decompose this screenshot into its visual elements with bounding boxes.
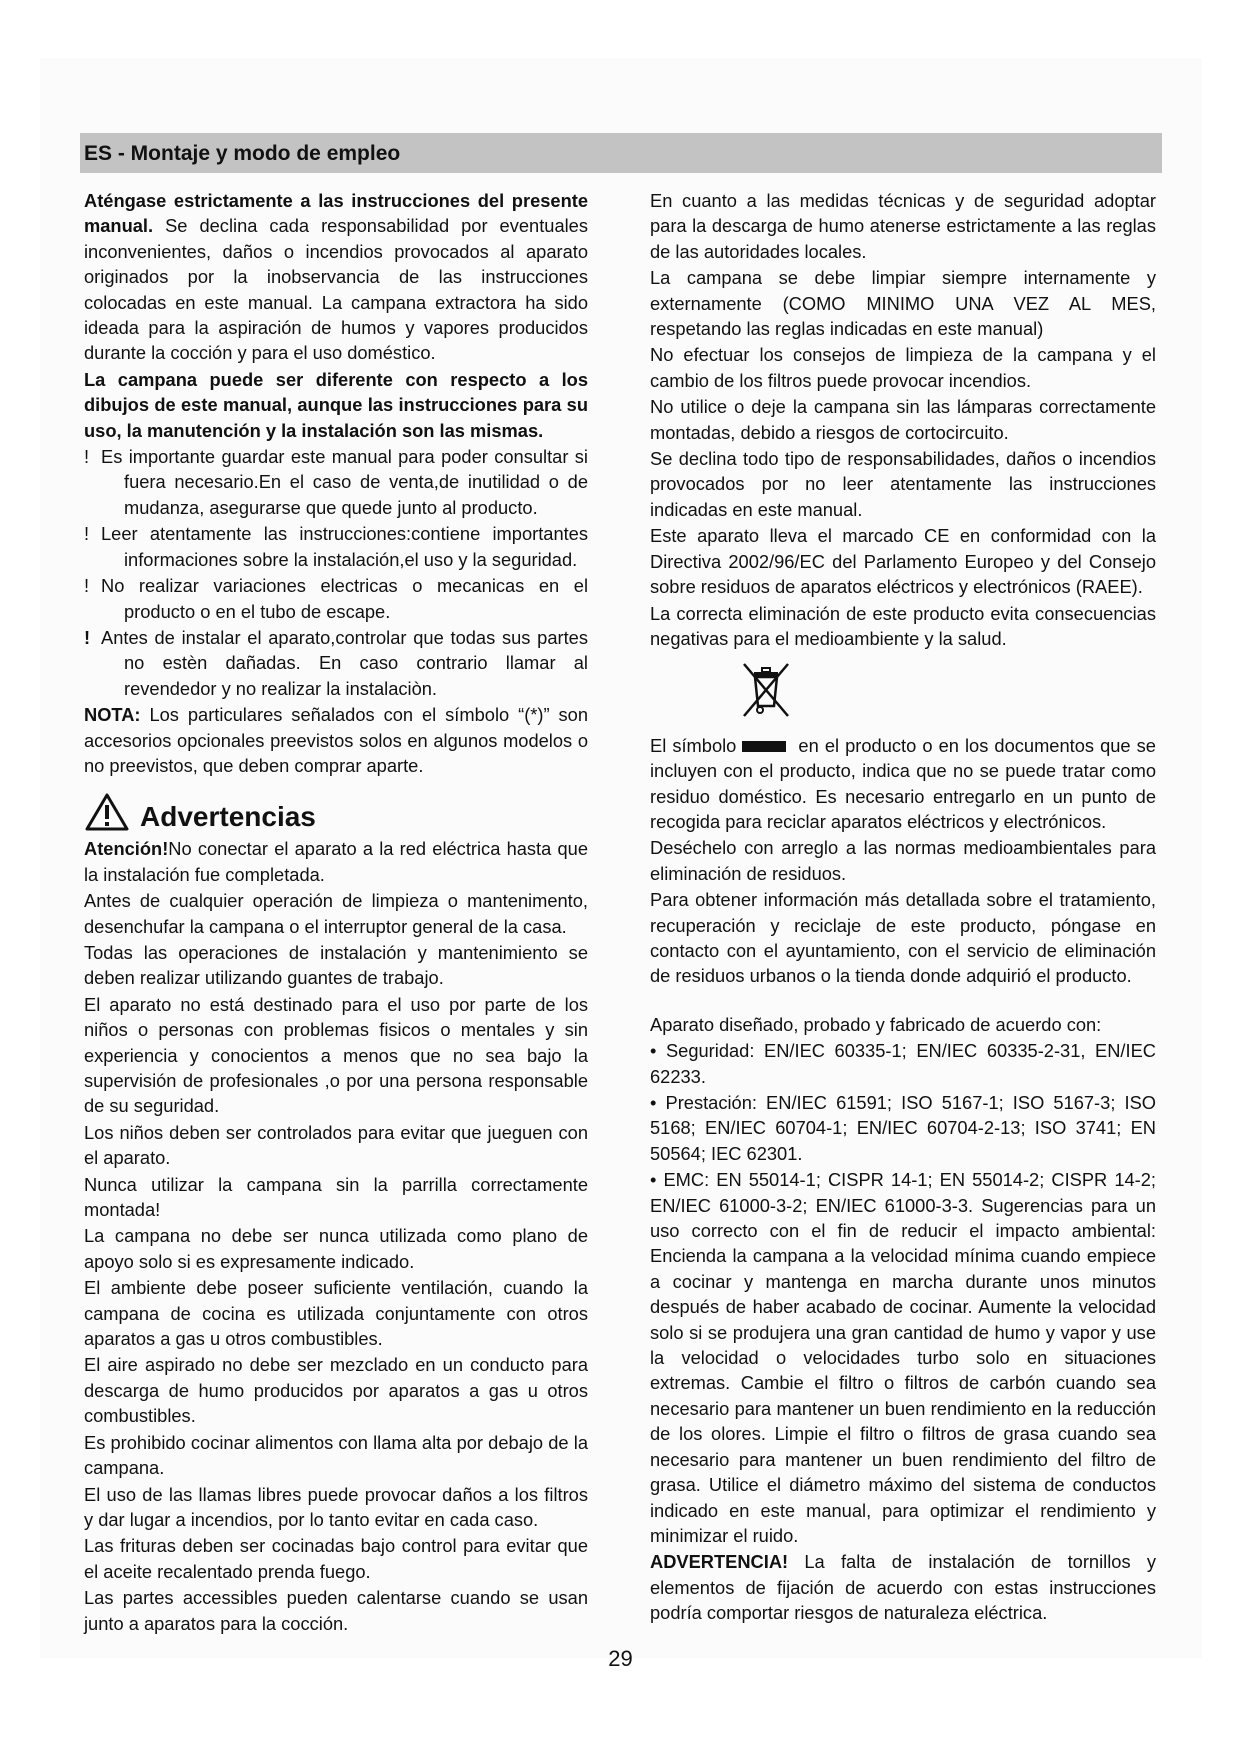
symbol-prefix: El símbolo bbox=[650, 734, 737, 756]
warning-paragraph: Las partes accessibles pueden calentarse cuando se usan junto a aparatos para la cocción. bbox=[84, 1587, 588, 1634]
warning-paragraph: Todas las operaciones de instalación y mantenimiento se deben realizar utilizando guantes de trabajo. bbox=[84, 941, 588, 989]
standards-item: • Seguridad: EN/IEC 60335-1; EN/IEC 60335-2-31, EN/IEC 62233. bbox=[650, 1040, 1156, 1087]
exclamation-mark: ! bbox=[84, 523, 90, 545]
advertencia-text: La falta de instalación de tornillos y elementos de fijación de acuerdo con estas instrucciones podría comportar riesgos de naturaleza eléctrica. bbox=[650, 1551, 1156, 1624]
caution-text: Antes de instalar el aparato,controlar que todas sus partes no estèn dañadas. En caso contrario llamar al revendedor y no realizar la instalaciòn. bbox=[101, 626, 588, 699]
weee-crossed-bin-icon bbox=[740, 660, 792, 720]
symbol-paragraph bbox=[650, 733, 1156, 835]
nota-text: Los particulares señalados con el símbolo “(*)” son accesorios opcionales preevistos solos en algunos modelos o no preevistos, que deben comprar aparte. bbox=[84, 704, 588, 776]
spacer bbox=[650, 990, 1156, 1012]
caution-text: Es importante guardar este manual para poder consultar si fuera necesario.En el caso de venta,de inutilidad o de mudanza, asegurarse que quede junto al producto. bbox=[101, 446, 588, 518]
info-paragraph: Para obtener información más detallada sobre el tratamiento, recuperación y reciclaje de este producto, póngase en contacto con el ayuntamiento, con el servicio de eliminación de residuos urbanos o la tienda donde adquirió el producto. bbox=[650, 889, 1156, 987]
info-paragraph: No utilice o deje la campana sin las lámparas correctamente montadas, debido a riesgos de cortocircuito. bbox=[650, 396, 1156, 443]
caution-text: No realizar variaciones electricas o mecanicas en el producto o en el tubo de escape. bbox=[101, 575, 588, 622]
info-paragraph: Deséchelo con arreglo a las normas medioambientales para eliminación de residuos. bbox=[650, 837, 1156, 884]
page-number: 29 bbox=[608, 1646, 633, 1671]
warning-paragraph: Las frituras deben ser cocinadas bajo control para evitar que el aceite recalentado prenda fuego. bbox=[84, 1535, 588, 1582]
warning-triangle-icon bbox=[84, 792, 130, 832]
exclamation-mark: ! bbox=[84, 575, 90, 597]
intro-paragraph bbox=[84, 188, 588, 366]
section-title: ES - Montaje y modo de empleo bbox=[84, 142, 401, 165]
warning-paragraph: El uso de las llamas libres puede provocar daños a los filtros y dar lugar a incendios, por lo tanto evitar en cada caso. bbox=[84, 1483, 588, 1530]
warning-paragraph: El aire aspirado no debe ser mezclado en un conducto para descarga de humo producidos por aparatos a gas u otros combustibles. bbox=[84, 1354, 588, 1427]
info-paragraph: Se declina todo tipo de responsabilidades, daños o incendios provocados por no leer atentamente las instrucciones indicadas en este manual. bbox=[650, 448, 1156, 520]
warning-paragraph: Antes de cualquier operación de limpieza o mantenimento, desenchufar la campana o el interruptor general de la casa. bbox=[84, 890, 588, 937]
warnings-title: Advertencias bbox=[140, 801, 316, 833]
advertencia-label: ADVERTENCIA! bbox=[650, 1551, 789, 1573]
warning-paragraph: Nunca utilizar la campana sin la parrilla correctamente montada! bbox=[84, 1173, 588, 1221]
section-header bbox=[80, 133, 1162, 173]
warning-paragraph: El aparato no está destinado para el uso por parte de los niños o personas con problemas fisicos o mentales y sin experiencia y conocientos a menos que no sea bajo la supervisión de profesionales ,o por una persona responsable de su seguridad. bbox=[84, 993, 588, 1117]
warning-paragraph: Es prohibido cocinar alimentos con llama alta por debajo de la campana. bbox=[84, 1431, 588, 1479]
info-paragraph: La campana se debe limpiar siempre internamente y externamente (COMO MINIMO UNA VEZ AL MES, respetando las reglas indicadas en este manual) bbox=[650, 267, 1156, 340]
standards-item: • EMC: EN 55014-1; CISPR 14-1; EN 55014-2; CISPR 14-2; EN/IEC 61000-3-2; EN/IEC 61000-3-3. Sugerencias para un uso correcto con el fin de reducir el impacto ambiental: Encienda la campana a la velocidad mínima cuando empiece a cocinar y mantenga en marcha durante unos minutos después de haber acabado de cocinar. Aumente la velocidad solo si se produjera una gran cantidad de humo y vapor y use la velocidad o velocidades turbo solo en situaciones extremas. Cambie el filtro o filtros de carbón cuando sea necesario para mantener un buen rendimiento en la reducción de los olores. Limpie el filtro o filtros de grasa cuando sea necesario para mantener un buen rendimiento del filtro de grasa. Utilice el diámetro máximo del sistema de conductos indicado en este manual, para optimizar el rendimiento y minimizar el ruido. bbox=[650, 1169, 1156, 1546]
info-paragraph: No efectuar los consejos de limpieza de la campana y el cambio de los filtros puede provocar incendios. bbox=[650, 344, 1156, 391]
info-paragraph: La correcta eliminación de este producto evita consecuencias negativas para el medioambiente y la salud. bbox=[650, 602, 1156, 649]
left-column bbox=[84, 188, 588, 1637]
intro-bold: Aténgase estrictamente a las instrucciones del presente manual. bbox=[84, 190, 588, 237]
designed-intro: Aparato diseñado, probado y fabricado de acuerdo con: bbox=[650, 1013, 1102, 1035]
exclamation-mark: ! bbox=[84, 446, 90, 468]
exclamation-mark: ! bbox=[84, 626, 91, 648]
warning-paragraph: Los niños deben ser controlados para evitar que jueguen con el aparato. bbox=[84, 1121, 588, 1169]
caution-item bbox=[84, 625, 588, 701]
standards-item: • Prestación: EN/IEC 61591; ISO 5167-1; ISO 5167-3; ISO 5168; EN/IEC 60704-1; EN/IEC 60704-2-13; ISO 3741; EN 50564; IEC 62301. bbox=[650, 1092, 1156, 1164]
info-paragraph: En cuanto a las medidas técnicas y de seguridad adoptar para la descarga de humo atenerse estrictamente a las reglas de las autoridades locales. bbox=[650, 190, 1156, 262]
atencion-text: No conectar el aparato a la red eléctrica hasta que la instalación fue completada. bbox=[84, 838, 588, 885]
caution-item bbox=[84, 444, 588, 520]
notice-paragraph: La campana puede ser diferente con respecto a los dibujos de este manual, aunque las instrucciones para su uso, la manutención y la instalación son las mismas. bbox=[84, 368, 588, 441]
right-column bbox=[650, 188, 1156, 1627]
warning-paragraph: La campana no debe ser nunca utilizada como plano de apoyo solo si es expresamente indicado. bbox=[84, 1225, 588, 1272]
atencion-paragraph bbox=[84, 836, 588, 887]
nota-paragraph bbox=[84, 702, 588, 778]
warning-paragraph: El ambiente debe poseer suficiente ventilación, cuando la campana de cocina es utilizada conjuntamente con otros aparatos a gas u otros combustibles. bbox=[84, 1277, 588, 1350]
info-paragraph: Este aparato lleva el marcado CE en conformidad con la Directiva 2002/96/EC del Parlamento Europeo y del Consejo sobre residuos de aparatos eléctricos y electrónicos (RAEE). bbox=[650, 525, 1156, 598]
warnings-heading bbox=[84, 792, 588, 832]
caution-text: Leer atentamente las instrucciones:contiene importantes informaciones sobre la instalación,el uso y la seguridad. bbox=[101, 523, 588, 570]
black-bar-symbol bbox=[742, 741, 786, 752]
nota-label: NOTA: bbox=[84, 704, 141, 726]
intro-text: Se declina cada responsabilidad por eventuales inconvenientes, daños o incendios provocados al aparato originados por la inobservancia de las instrucciones colocadas en este manual. La campana extractora ha sido ideada para la aspiración de humos y vapores producidos durante la cocción y para el uso doméstico. bbox=[84, 215, 588, 364]
symbol-text: en el producto o en los documentos que se incluyen con el producto, indica que no se puede tratar como residuo doméstico. Es necesario entregarlo en un punto de recogida para reciclar aparatos eléctricos y electrónicos. bbox=[650, 734, 1156, 832]
atencion-label: Atención! bbox=[84, 838, 169, 860]
caution-item bbox=[84, 573, 588, 624]
advertencia-paragraph bbox=[650, 1549, 1156, 1625]
caution-item bbox=[84, 521, 588, 572]
